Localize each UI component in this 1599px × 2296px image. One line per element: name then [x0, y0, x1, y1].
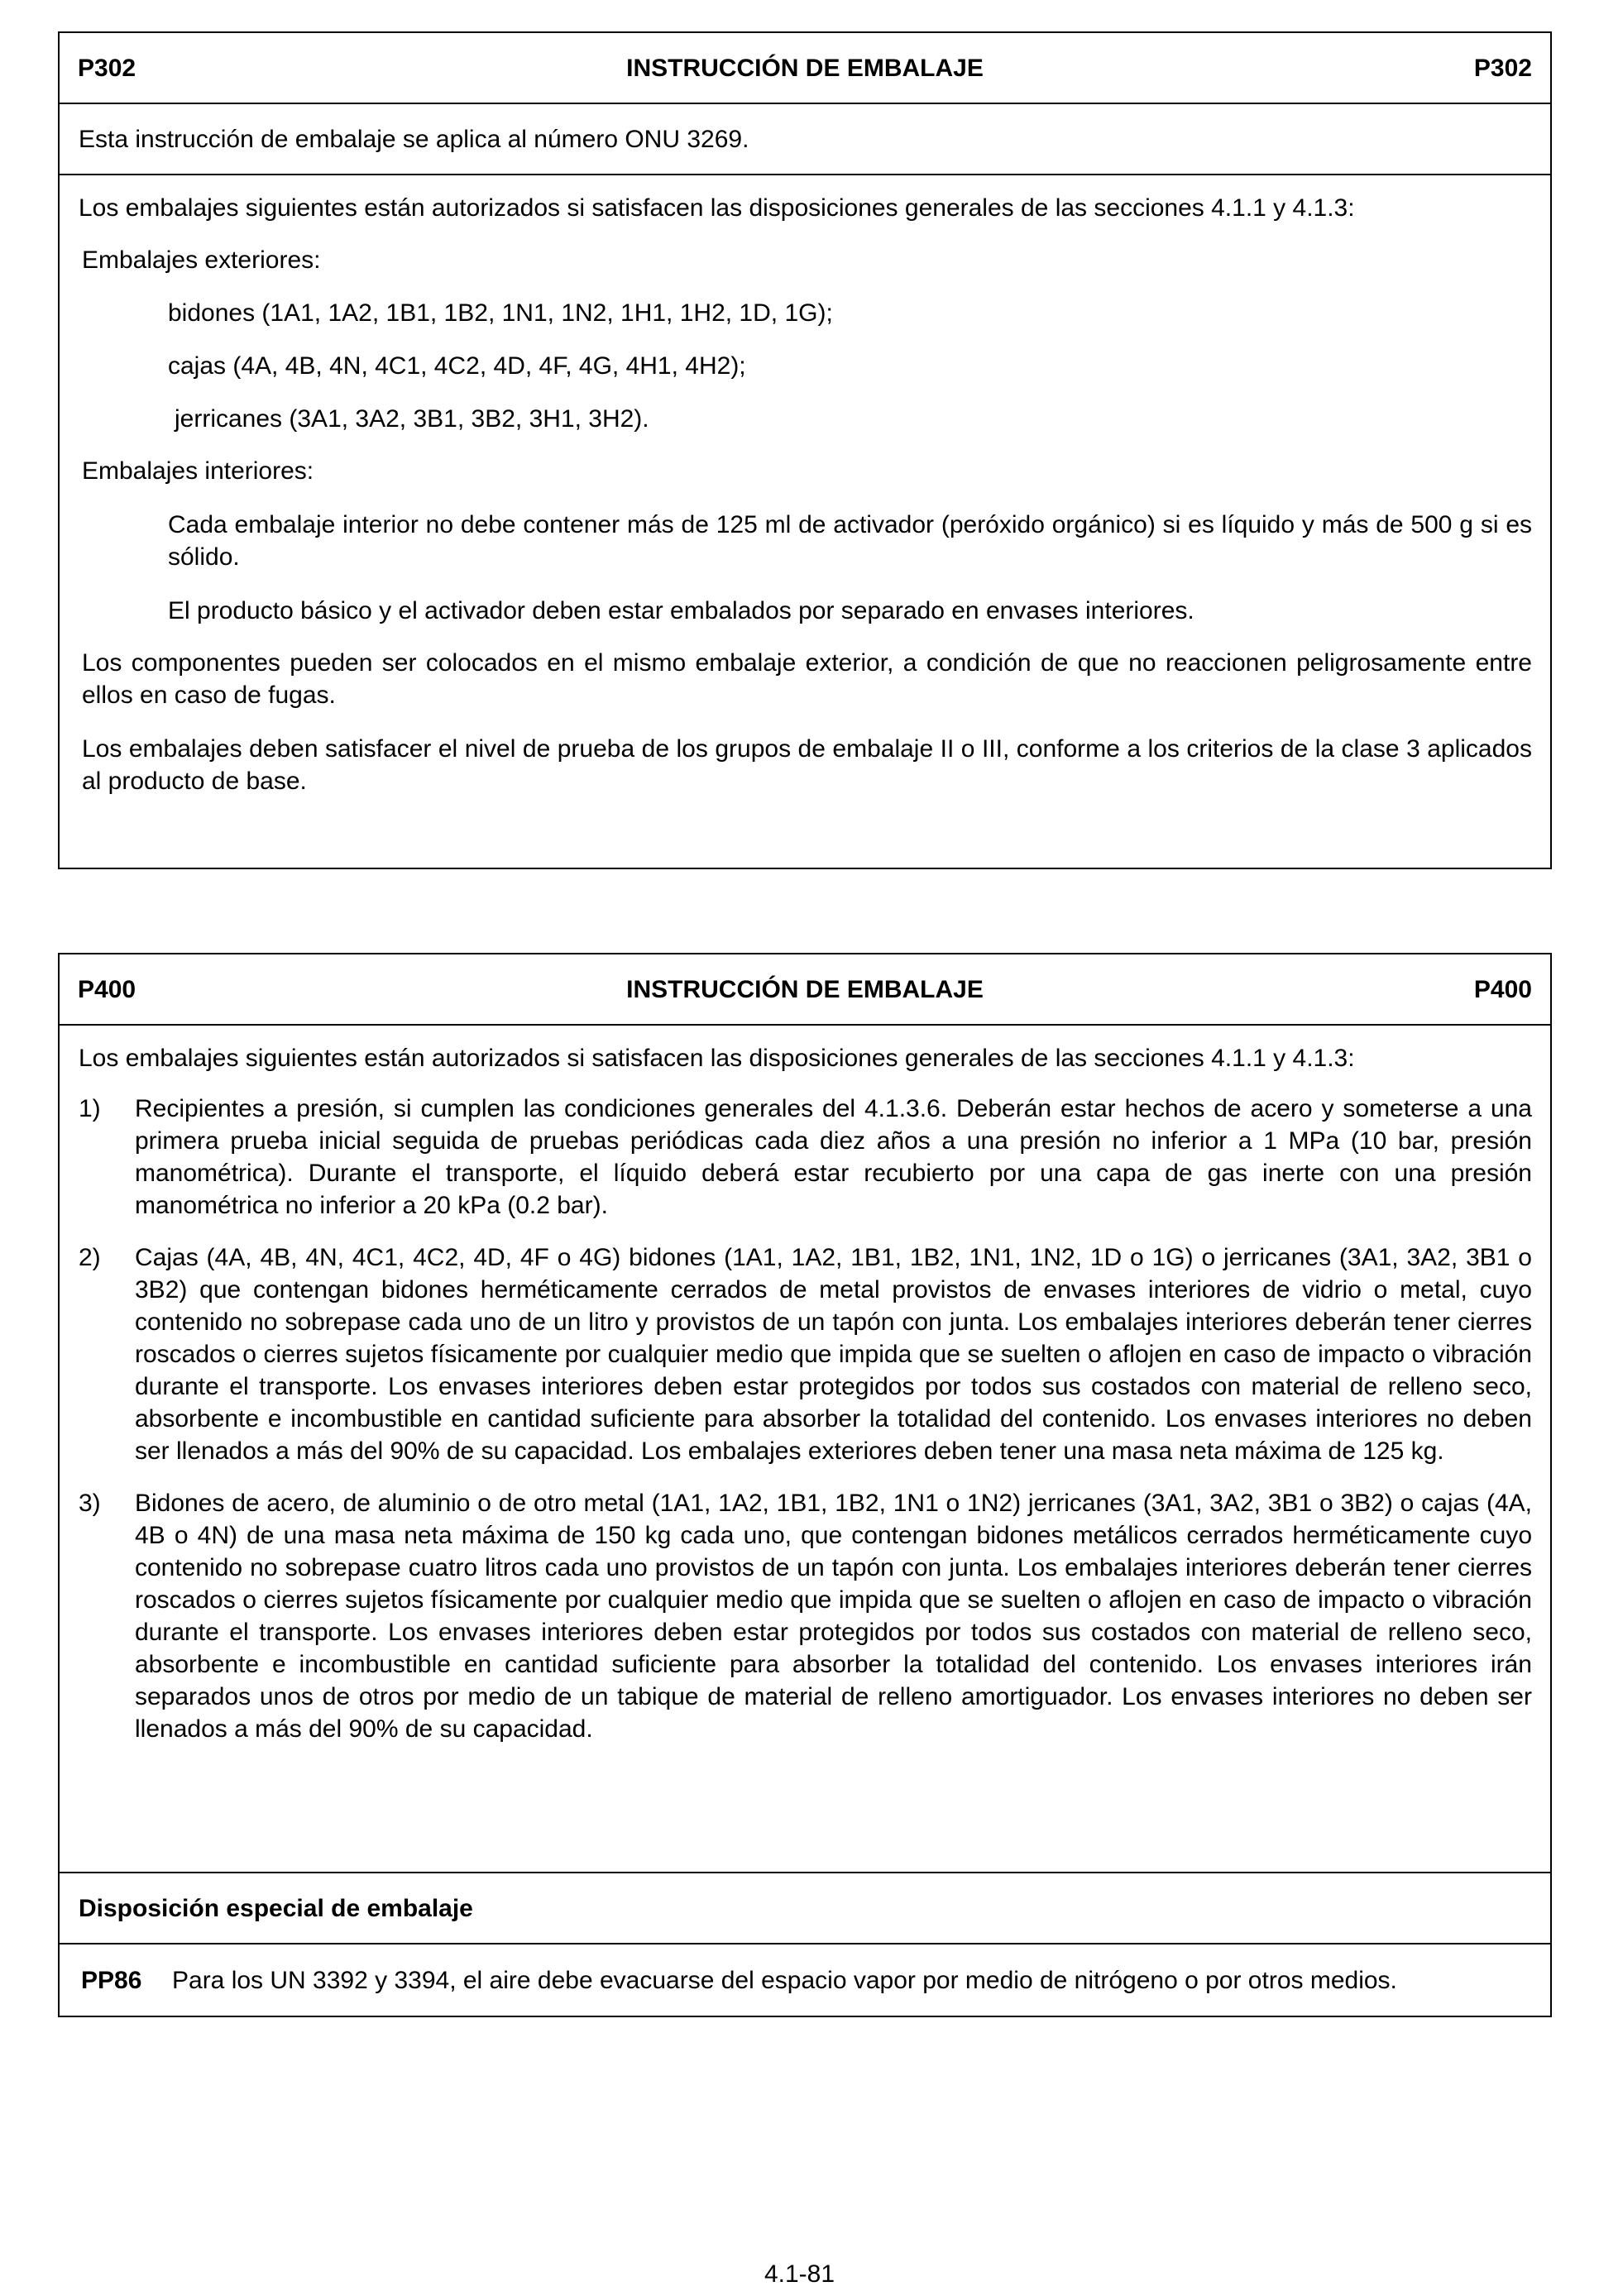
- p302-body: [60, 175, 1550, 868]
- p302-components-para: Los componentes pueden ser colocados en el mismo embalaje exterior, a condición de que no reaccionen peligrosamente entre ellos en caso de fugas.: [82, 649, 1532, 709]
- p302-outer-item: cajas (4A, 4B, 4N, 4C1, 4C2, 4D, 4F, 4G, 4H1, 4H2);: [168, 352, 746, 380]
- p302-inner-item: El producto básico y el activador deben estar embalados por separado en envases interiores.: [168, 597, 1194, 624]
- p302-outer-label: Embalajes exteriores:: [82, 246, 321, 274]
- p302-test-para: Los embalajes deben satisfacer el nivel de prueba de los grupos de embalaje II o III, conforme a los criterios de la clase 3 aplicados al producto de base.: [82, 735, 1532, 795]
- p400-item: [79, 1487, 1532, 1745]
- p400-intro: Los embalajes siguientes están autorizados si satisfacen las disposiciones generales de las secciones 4.1.1 y 4.1.3:: [79, 1045, 1355, 1072]
- p302-intro: Los embalajes siguientes están autorizados si satisfacen las disposiciones generales de las secciones 4.1.1 y 4.1.3:: [79, 194, 1355, 222]
- p400-special-heading-row: [60, 1873, 1550, 1944]
- p400-box: [58, 953, 1552, 2017]
- p400-item-text: Recipientes a presión, si cumplen las condiciones generales del 4.1.3.6. Deberán estar hechos de acero y someterse a una primera prueba inicial seguida de pruebas periódicas cada diez años a una presión no inferior a 1 MPa (10 bar, presión manométrica). Durante el transporte, el líquido deberá estar recubierto por una capa de gas inerte con una presión manométrica no inferior a 20 kPa (0.2 bar).: [135, 1095, 1532, 1219]
- p302-applies-row: [60, 104, 1550, 175]
- p400-item: [79, 1241, 1532, 1467]
- p400-special-row: [60, 1944, 1550, 2016]
- p400-item-number: 2): [79, 1244, 101, 1271]
- p302-title: INSTRUCCIÓN DE EMBALAJE: [626, 54, 984, 82]
- p400-special-text: Para los UN 3392 y 3394, el aire debe evacuarse del espacio vapor por medio de nitrógeno o por otros medios.: [172, 1966, 1397, 1994]
- p302-header: [60, 33, 1550, 104]
- p302-applies-text: Esta instrucción de embalaje se aplica al número ONU 3269.: [79, 125, 749, 153]
- p400-code-right: P400: [1473, 975, 1532, 1003]
- p302-code-right: P302: [1473, 54, 1532, 82]
- page-number: 4.1-81: [764, 2260, 835, 2288]
- p400-title: INSTRUCCIÓN DE EMBALAJE: [626, 975, 984, 1003]
- p400-code-left: P400: [78, 975, 136, 1003]
- p400-special-heading: Disposición especial de embalaje: [79, 1894, 473, 1922]
- p400-item: [79, 1093, 1532, 1222]
- p302-code-left: P302: [78, 54, 136, 82]
- p302-inner-label: Embalajes interiores:: [82, 457, 314, 485]
- p400-item-number: 1): [79, 1095, 101, 1122]
- p302-outer-item: bidones (1A1, 1A2, 1B1, 1B2, 1N1, 1N2, 1H1, 1H2, 1D, 1G);: [168, 299, 833, 327]
- p302-inner-item: Cada embalaje interior no debe contener más de 125 ml de activador (peróxido orgánico) si es líquido y más de 500 g si es sólido.: [168, 511, 1532, 571]
- p400-header: [60, 954, 1550, 1026]
- p400-item-text: Cajas (4A, 4B, 4N, 4C1, 4C2, 4D, 4F o 4G) bidones (1A1, 1A2, 1B1, 1B2, 1N1, 1N2, 1D o 1G) o jerricanes (3A1, 3A2, 3B1 o 3B2) que contengan bidones herméticamente cerrados de metal provistos de envases interiores de vidrio o metal, cuyo contenido no sobrepase cada uno de un litro y provistos de un tapón con junta. Los embalajes interiores deberán tener cierres roscados o cierres sujetos físicamente por cualquier medio que impida que se suelten o aflojen en caso de impacto o vibración durante el transporte. Los envases interiores deben estar protegidos por todos sus costados con material de relleno seco, absorbente e incombustible en cantidad suficiente para absorber la totalidad del contenido. Los envases interiores no deben ser llenados a más del 90% de su capacidad. Los embalajes exteriores deben tener una masa neta máxima de 125 kg.: [135, 1244, 1532, 1465]
- p400-special-provision: [79, 1964, 1397, 1997]
- p400-item-text: Bidones de acero, de aluminio o de otro metal (1A1, 1A2, 1B1, 1B2, 1N1 o 1N2) jerricanes (3A1, 3A2, 3B1 o 3B2) o cajas (4A, 4B o 4N) de una masa neta máxima de 150 kg cada uno, que contengan bidones metálicos cerrados herméticamente cuyo contenido no sobrepase cuatro litros cada uno provistos de un tapón con junta. Los embalajes interiores deberán tener cierres roscados o cierres sujetos físicamente por cualquier medio que impida que se suelten o aflojen en caso de impacto o vibración durante el transporte. Los envases interiores deben estar protegidos por todos sus costados con material de relleno seco, absorbente e incombustible en cantidad suficiente para absorber la totalidad del contenido. Los envases interiores irán separados unos de otros por medio de un tabique de material de relleno amortiguador. Los envases interiores no deben ser llenados a más del 90% de su capacidad.: [135, 1490, 1532, 1743]
- p400-item-number: 3): [79, 1490, 101, 1517]
- p302-outer-item: jerricanes (3A1, 3A2, 3B1, 3B2, 3H1, 3H2).: [175, 405, 649, 433]
- p400-body: [60, 1026, 1550, 1873]
- p400-special-code: PP86: [81, 1966, 142, 1994]
- p302-box: [58, 31, 1552, 869]
